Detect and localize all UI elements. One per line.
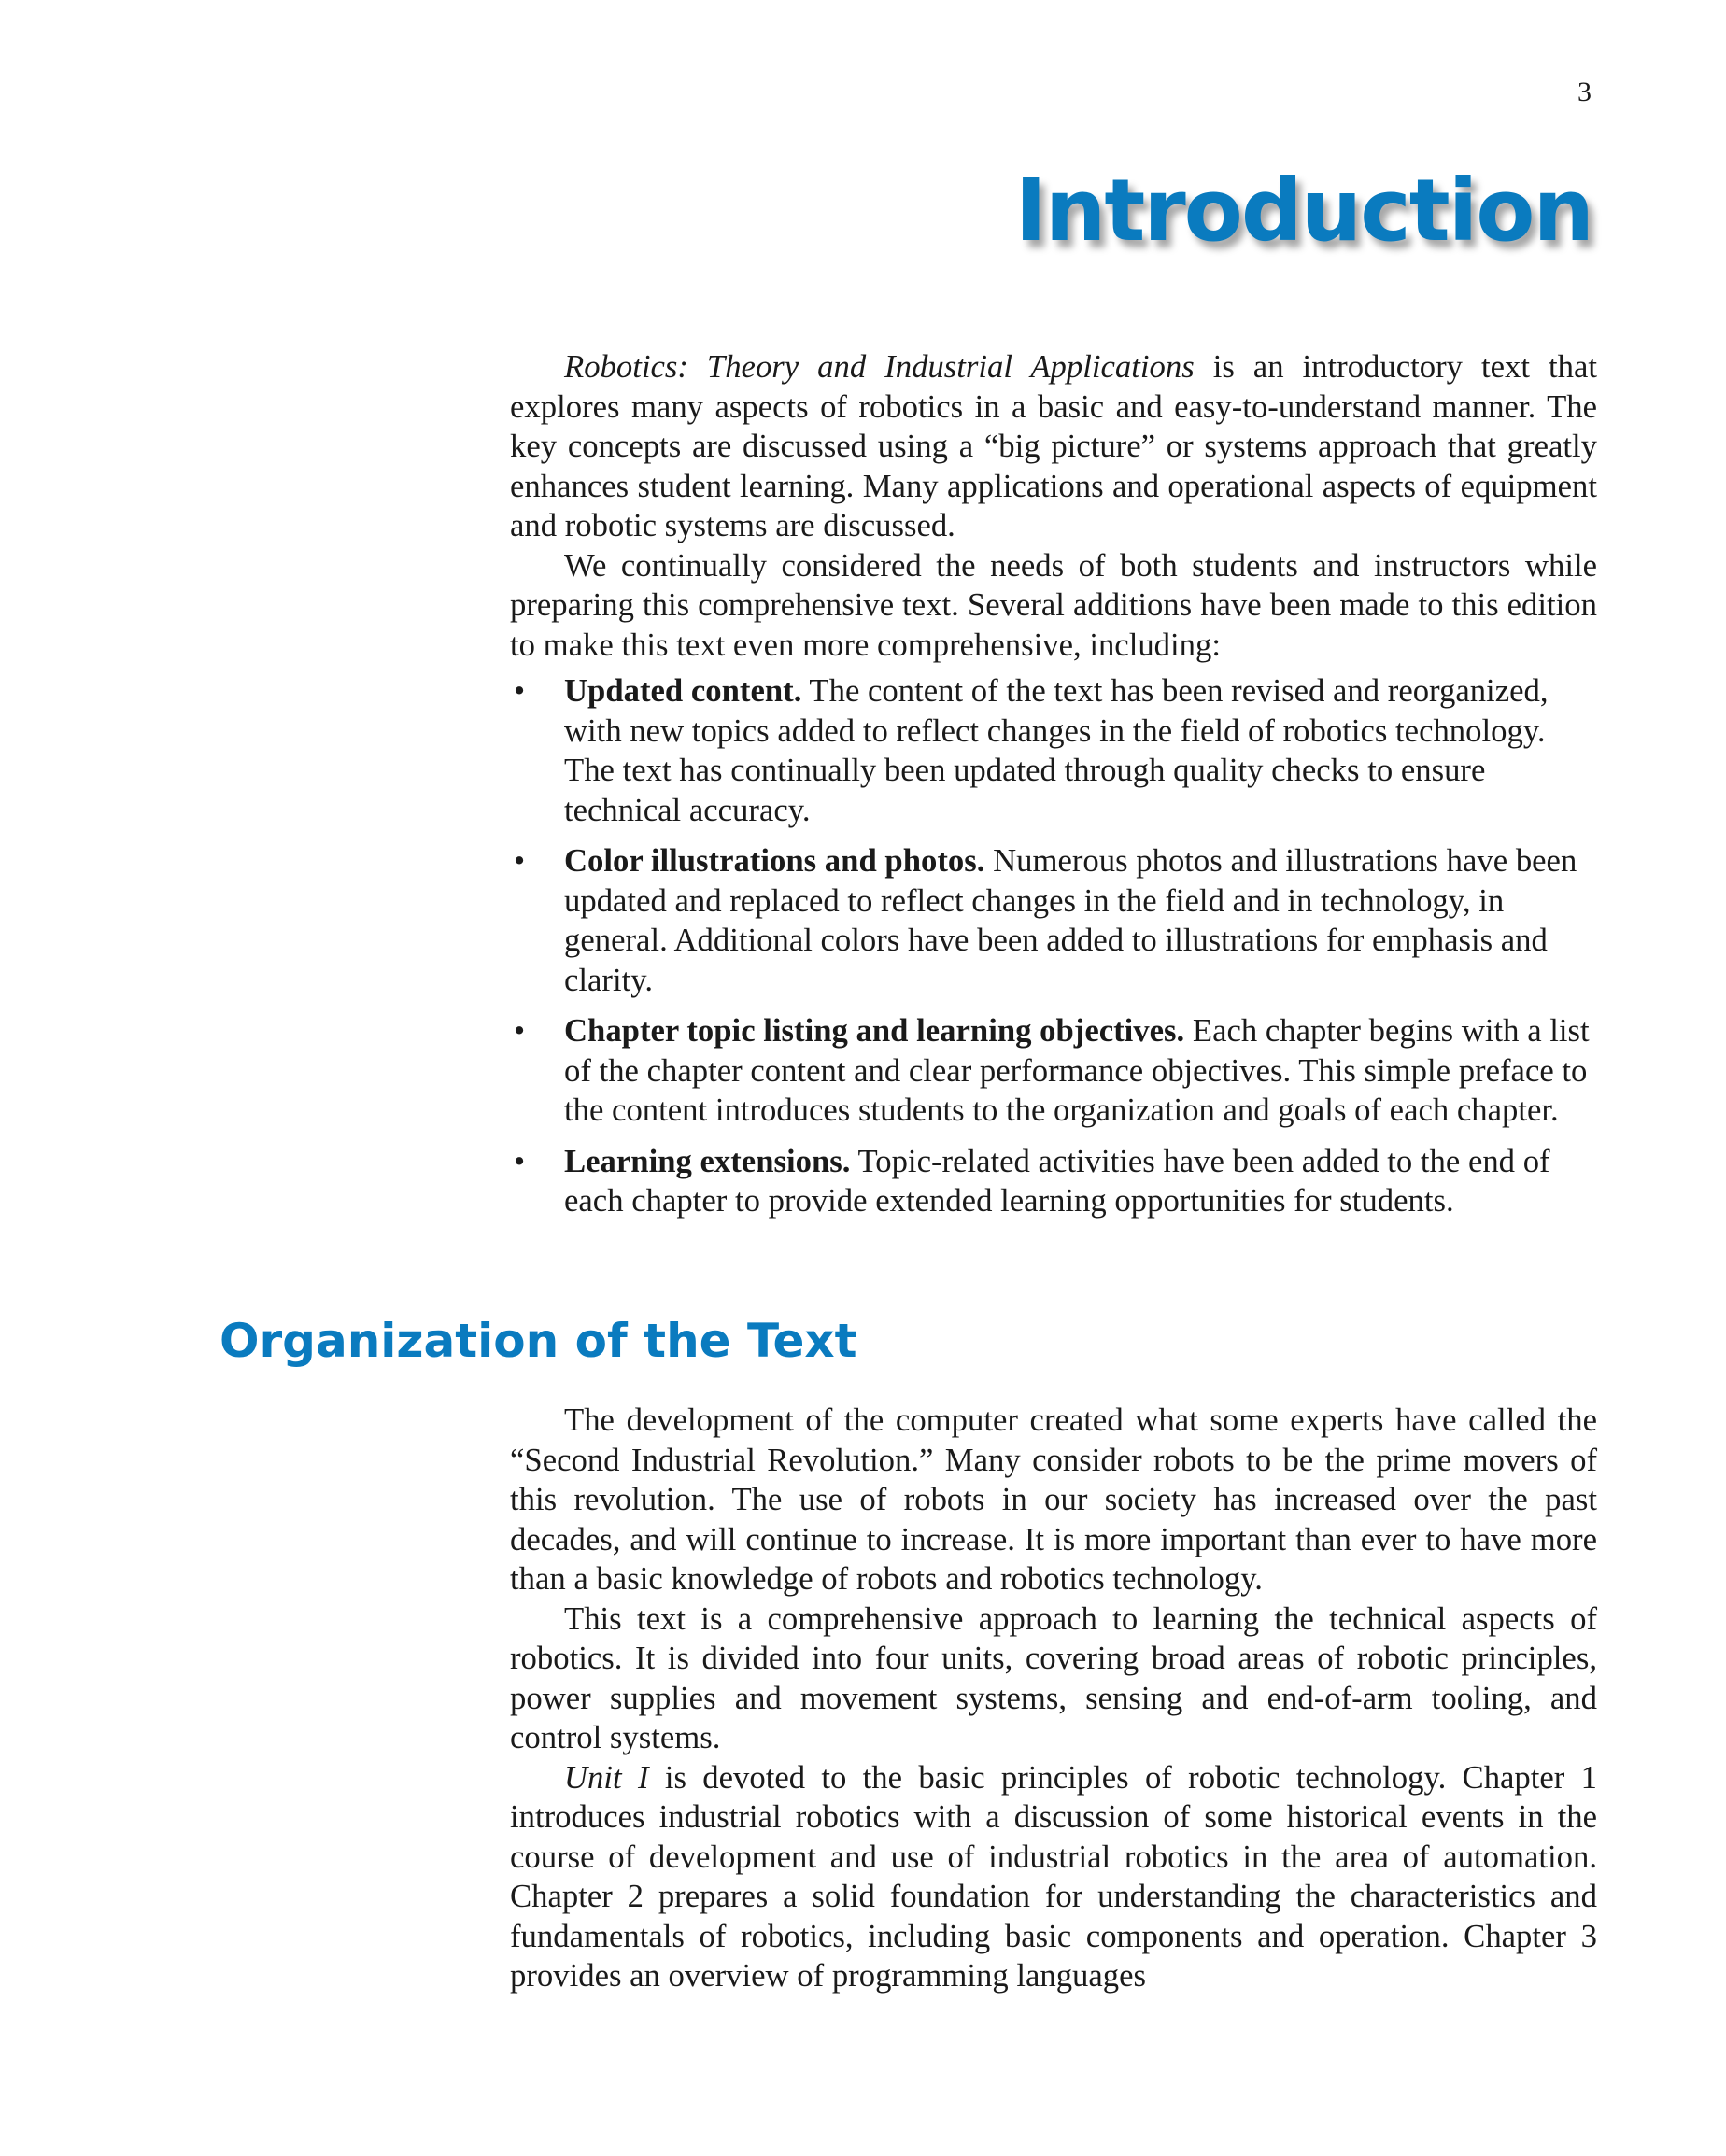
list-item-text: The content of the text has been revised and reorganized, with new topics added to reflect changes in the field of robotics technology. The text has continually been updated through quality checks to ensure technical accuracy.	[564, 672, 1549, 828]
list-item-title: Color illustrations and photos.	[564, 842, 985, 879]
list-item-text: Each chapter begins with a list of the chapter content and clear performance objectives. This simple preface to the content introduces students to the organization and goals of each chapter.	[564, 1012, 1590, 1128]
list-item-title: Updated content.	[564, 672, 802, 709]
intro-paragraph-1	[510, 347, 1597, 546]
list-item	[510, 1142, 1597, 1221]
list-item	[510, 1011, 1597, 1131]
list-item	[510, 671, 1597, 830]
list-item-text: Topic-related activities have been added to the end of each chapter to provide extended learning opportunities for students.	[564, 1142, 1550, 1219]
list-item-title: Chapter topic listing and learning objectives.	[564, 1012, 1185, 1049]
additions-list	[510, 671, 1597, 1221]
bullet-icon: •	[514, 672, 526, 709]
book-title-italic: Robotics: Theory and Industrial Applications	[564, 348, 1195, 385]
organization-paragraph-2: This text is a comprehensive approach to learning the technical aspects of robotics. It is divided into four units, covering broad areas of robotic principles, power supplies and movement systems, sensing and end-of-arm tooling, and control systems.	[510, 1599, 1597, 1755]
organization-paragraph-3	[510, 1758, 1597, 1996]
organization-section	[510, 1401, 1597, 1996]
intro-paragraph-2: We continually considered the needs of both students and instructors while preparing this comprehensive text. Several additions have been made to this edition to make this text even more comprehensive, including:	[510, 546, 1597, 663]
unit-label-italic: Unit I	[564, 1758, 649, 1796]
list-item	[510, 841, 1597, 1000]
list-item-text: Numerous photos and illustrations have been updated and replaced to reflect changes in the field and in technology, in general. Additional colors have been added to illustrations for emphasis and clarity.	[564, 842, 1577, 998]
bullet-icon: •	[514, 842, 526, 879]
organization-paragraph-1: The development of the computer created what some experts have called the “Second Industrial Revolution.” Many consider robots to be the prime movers of this revolution. The use of robots in our society has increased over the past decades, and will continue to increase. It is more important than ever to have more than a basic knowledge of robots and robotics technology.	[510, 1402, 1597, 1597]
intro-section	[510, 347, 1597, 1233]
intro-paragraph-1-text: is an introductory text that explores many aspects of robotics in a basic and easy-to-understand manner. The key concepts are discussed using a “big picture” or systems approach that greatly enhances student learning. Many applications and operational aspects of equipment and robotic systems are discussed.	[510, 348, 1597, 543]
page-title: Introduction	[1014, 161, 1592, 261]
section-heading-organization: Organization of the Text	[219, 1314, 857, 1368]
bullet-icon: •	[514, 1012, 526, 1049]
bullet-icon: •	[514, 1142, 526, 1179]
page-number: 3	[1577, 77, 1592, 107]
list-item-title: Learning extensions.	[564, 1142, 851, 1179]
organization-paragraph-3-text: is devoted to the basic principles of robotic technology. Chapter 1 introduces industrial robotics with a discussion of some historical events in the course of development and use of industrial robotics in the area of automation. Chapter 2 prepares a solid foundation for understanding the characteristics and fundamentals of robotics, including basic components and operation. Chapter 3 provides an overview of programming languages	[510, 1758, 1597, 1994]
